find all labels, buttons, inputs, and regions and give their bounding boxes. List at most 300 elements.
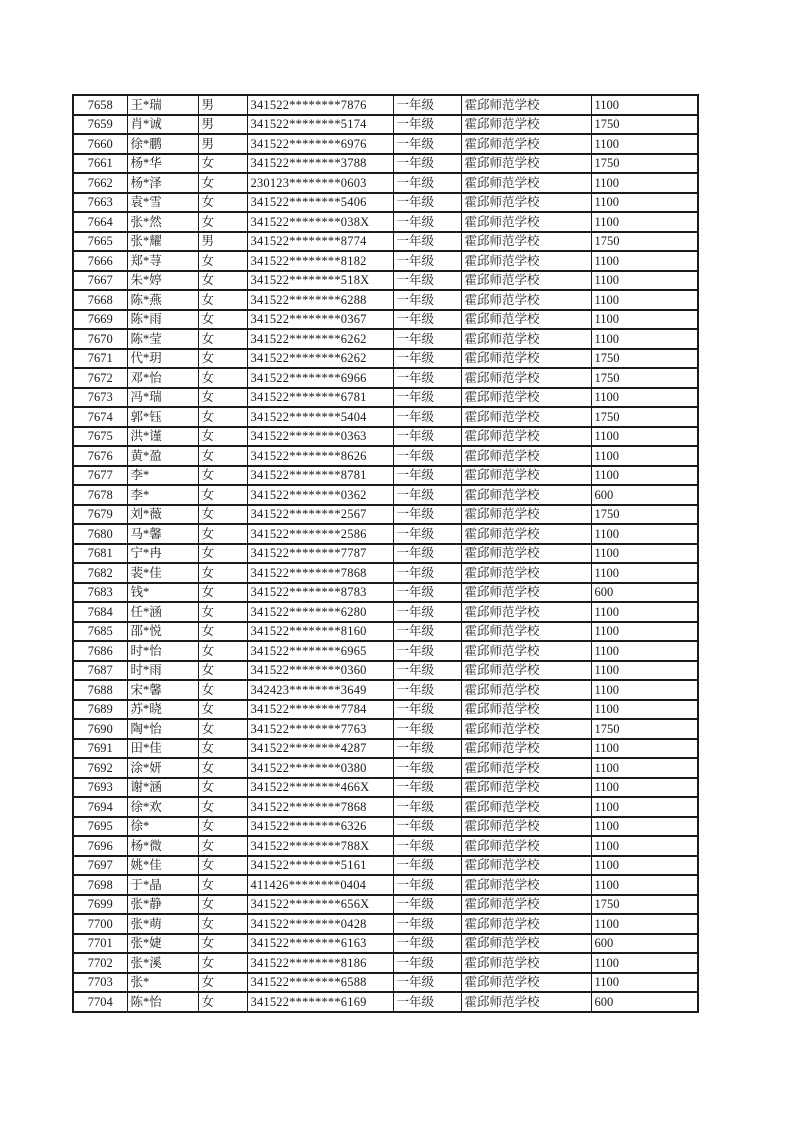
table-row xyxy=(73,544,698,564)
table-cell: 7679 xyxy=(73,505,127,525)
table-cell: 1100 xyxy=(591,875,698,895)
table-cell: 代*玥 xyxy=(127,349,198,369)
table-cell: 郭*钰 xyxy=(127,407,198,427)
table-cell: 杨*微 xyxy=(127,836,198,856)
table-cell: 1100 xyxy=(591,973,698,993)
table-cell: 霍邱师范学校 xyxy=(461,505,591,525)
table-cell: 一年级 xyxy=(393,173,461,193)
table-cell: 1100 xyxy=(591,173,698,193)
table-cell: 7693 xyxy=(73,778,127,798)
table-cell: 1750 xyxy=(591,505,698,525)
table-cell: 7681 xyxy=(73,544,127,564)
table-cell: 7671 xyxy=(73,349,127,369)
table-cell: 341522********2567 xyxy=(247,505,393,525)
table-row xyxy=(73,758,698,778)
table-cell: 女 xyxy=(198,739,247,759)
table-cell: 杨*华 xyxy=(127,154,198,174)
table-row xyxy=(73,778,698,798)
table-cell: 341522********2586 xyxy=(247,524,393,544)
table-cell: 霍邱师范学校 xyxy=(461,193,591,213)
table-cell: 霍邱师范学校 xyxy=(461,680,591,700)
table-cell: 一年级 xyxy=(393,797,461,817)
table-cell: 1100 xyxy=(591,817,698,837)
table-cell: 341522********7876 xyxy=(247,95,393,115)
table-cell: 霍邱师范学校 xyxy=(461,212,591,232)
table-cell: 女 xyxy=(198,349,247,369)
table-cell: 一年级 xyxy=(393,934,461,954)
table-row xyxy=(73,797,698,817)
table-cell: 男 xyxy=(198,134,247,154)
table-cell: 一年级 xyxy=(393,778,461,798)
table-cell: 1100 xyxy=(591,797,698,817)
table-cell: 霍邱师范学校 xyxy=(461,856,591,876)
table-cell: 女 xyxy=(198,173,247,193)
table-cell: 1100 xyxy=(591,758,698,778)
table-cell: 1100 xyxy=(591,212,698,232)
table-cell: 一年级 xyxy=(393,602,461,622)
table-cell: 一年级 xyxy=(393,212,461,232)
table-cell: 女 xyxy=(198,154,247,174)
table-cell: 341522********0367 xyxy=(247,310,393,330)
table-cell: 一年级 xyxy=(393,505,461,525)
table-row xyxy=(73,719,698,739)
table-cell: 7701 xyxy=(73,934,127,954)
table-cell: 1100 xyxy=(591,290,698,310)
table-cell: 霍邱师范学校 xyxy=(461,485,591,505)
table-row xyxy=(73,232,698,252)
table-cell: 李* xyxy=(127,466,198,486)
table-cell: 一年级 xyxy=(393,271,461,291)
table-cell: 7669 xyxy=(73,310,127,330)
table-cell: 女 xyxy=(198,563,247,583)
table-cell: 霍邱师范学校 xyxy=(461,544,591,564)
table-cell: 一年级 xyxy=(393,485,461,505)
table-cell: 7684 xyxy=(73,602,127,622)
table-cell: 霍邱师范学校 xyxy=(461,232,591,252)
table-cell: 7665 xyxy=(73,232,127,252)
table-cell: 341522********518X xyxy=(247,271,393,291)
table-cell: 杨*泽 xyxy=(127,173,198,193)
table-cell: 7703 xyxy=(73,973,127,993)
table-cell: 女 xyxy=(198,583,247,603)
table-row xyxy=(73,836,698,856)
table-row xyxy=(73,388,698,408)
table-cell: 1750 xyxy=(591,154,698,174)
table-cell: 霍邱师范学校 xyxy=(461,602,591,622)
table-cell: 女 xyxy=(198,661,247,681)
table-cell: 7686 xyxy=(73,641,127,661)
table-cell: 7685 xyxy=(73,622,127,642)
table-cell: 1100 xyxy=(591,700,698,720)
table-cell: 341522********656X xyxy=(247,895,393,915)
table-cell: 1100 xyxy=(591,739,698,759)
table-cell: 341522********466X xyxy=(247,778,393,798)
table-cell: 霍邱师范学校 xyxy=(461,154,591,174)
table-cell: 女 xyxy=(198,368,247,388)
table-cell: 霍邱师范学校 xyxy=(461,446,591,466)
table-cell: 7683 xyxy=(73,583,127,603)
table-cell: 女 xyxy=(198,466,247,486)
table-cell: 霍邱师范学校 xyxy=(461,388,591,408)
table-cell: 女 xyxy=(198,310,247,330)
table-cell: 陈*雨 xyxy=(127,310,198,330)
table-cell: 一年级 xyxy=(393,134,461,154)
table-row xyxy=(73,700,698,720)
table-cell: 341522********6288 xyxy=(247,290,393,310)
table-row xyxy=(73,212,698,232)
table-cell: 341522********6326 xyxy=(247,817,393,837)
table-cell: 一年级 xyxy=(393,992,461,1012)
table-cell: 袁*雪 xyxy=(127,193,198,213)
table-row xyxy=(73,661,698,681)
table-cell: 一年级 xyxy=(393,466,461,486)
table-cell: 时*雨 xyxy=(127,661,198,681)
table-cell: 341522********6169 xyxy=(247,992,393,1012)
table-cell: 霍邱师范学校 xyxy=(461,992,591,1012)
table-cell: 341522********6976 xyxy=(247,134,393,154)
table-cell: 霍邱师范学校 xyxy=(461,115,591,135)
table-cell: 陈*燕 xyxy=(127,290,198,310)
table-cell: 341522********8781 xyxy=(247,466,393,486)
table-cell: 600 xyxy=(591,992,698,1012)
table-cell: 女 xyxy=(198,836,247,856)
table-cell: 女 xyxy=(198,700,247,720)
table-cell: 1100 xyxy=(591,641,698,661)
table-cell: 一年级 xyxy=(393,329,461,349)
table-cell: 邓*怡 xyxy=(127,368,198,388)
table-cell: 霍邱师范学校 xyxy=(461,778,591,798)
table-cell: 张*萌 xyxy=(127,914,198,934)
table-cell: 张*耀 xyxy=(127,232,198,252)
table-cell: 341522********6163 xyxy=(247,934,393,954)
table-cell: 于*晶 xyxy=(127,875,198,895)
table-cell: 7697 xyxy=(73,856,127,876)
table-cell: 341522********7868 xyxy=(247,797,393,817)
table-cell: 一年级 xyxy=(393,193,461,213)
table-cell: 霍邱师范学校 xyxy=(461,427,591,447)
table-cell: 7670 xyxy=(73,329,127,349)
table-cell: 341522********7868 xyxy=(247,563,393,583)
table-cell: 一年级 xyxy=(393,719,461,739)
table-cell: 1100 xyxy=(591,310,698,330)
table-row xyxy=(73,115,698,135)
table-cell: 7687 xyxy=(73,661,127,681)
table-cell: 霍邱师范学校 xyxy=(461,290,591,310)
table-cell: 341522********5404 xyxy=(247,407,393,427)
table-cell: 7704 xyxy=(73,992,127,1012)
table-cell: 邵*悦 xyxy=(127,622,198,642)
table-row xyxy=(73,602,698,622)
table-cell: 一年级 xyxy=(393,368,461,388)
table-cell: 一年级 xyxy=(393,388,461,408)
table-cell: 1100 xyxy=(591,524,698,544)
table-cell: 一年级 xyxy=(393,427,461,447)
table-cell: 1100 xyxy=(591,466,698,486)
table-cell: 341522********038X xyxy=(247,212,393,232)
table-cell: 一年级 xyxy=(393,583,461,603)
table-cell: 一年级 xyxy=(393,290,461,310)
table-row xyxy=(73,310,698,330)
table-cell: 1100 xyxy=(591,95,698,115)
table-cell: 霍邱师范学校 xyxy=(461,914,591,934)
table-cell: 霍邱师范学校 xyxy=(461,817,591,837)
table-cell: 一年级 xyxy=(393,446,461,466)
table-row xyxy=(73,739,698,759)
table-cell: 张* xyxy=(127,973,198,993)
table-cell: 女 xyxy=(198,778,247,798)
table-cell: 女 xyxy=(198,895,247,915)
table-cell: 7659 xyxy=(73,115,127,135)
table-cell: 霍邱师范学校 xyxy=(461,271,591,291)
table-cell: 600 xyxy=(591,934,698,954)
table-cell: 7677 xyxy=(73,466,127,486)
table-row xyxy=(73,173,698,193)
table-cell: 一年级 xyxy=(393,524,461,544)
table-cell: 1100 xyxy=(591,953,698,973)
table-row xyxy=(73,641,698,661)
table-cell: 7675 xyxy=(73,427,127,447)
table-row xyxy=(73,134,698,154)
table-cell: 张*然 xyxy=(127,212,198,232)
table-cell: 7682 xyxy=(73,563,127,583)
table-cell: 霍邱师范学校 xyxy=(461,310,591,330)
table-cell: 冯*瑞 xyxy=(127,388,198,408)
table-cell: 7676 xyxy=(73,446,127,466)
table-cell: 341522********6781 xyxy=(247,388,393,408)
table-row xyxy=(73,973,698,993)
table-cell: 王*瑞 xyxy=(127,95,198,115)
table-cell: 霍邱师范学校 xyxy=(461,739,591,759)
table-cell: 霍邱师范学校 xyxy=(461,953,591,973)
table-row xyxy=(73,622,698,642)
table-cell: 女 xyxy=(198,388,247,408)
table-cell: 女 xyxy=(198,602,247,622)
table-row xyxy=(73,914,698,934)
table-cell: 女 xyxy=(198,797,247,817)
table-cell: 肖*诚 xyxy=(127,115,198,135)
table-row xyxy=(73,895,698,915)
table-cell: 陈*莹 xyxy=(127,329,198,349)
table-cell: 341522********0363 xyxy=(247,427,393,447)
table-cell: 230123********0603 xyxy=(247,173,393,193)
table-cell: 7667 xyxy=(73,271,127,291)
table-cell: 张*婕 xyxy=(127,934,198,954)
table-cell: 黄*盈 xyxy=(127,446,198,466)
table-cell: 341522********7787 xyxy=(247,544,393,564)
table-cell: 女 xyxy=(198,407,247,427)
table-cell: 一年级 xyxy=(393,232,461,252)
table-cell: 600 xyxy=(591,485,698,505)
table-cell: 田*佳 xyxy=(127,739,198,759)
table-cell: 霍邱师范学校 xyxy=(461,407,591,427)
table-cell: 女 xyxy=(198,271,247,291)
table-cell: 411426********0404 xyxy=(247,875,393,895)
table-row xyxy=(73,193,698,213)
table-row xyxy=(73,934,698,954)
table-cell: 1100 xyxy=(591,134,698,154)
table-cell: 1100 xyxy=(591,427,698,447)
table-cell: 女 xyxy=(198,914,247,934)
table-cell: 女 xyxy=(198,992,247,1012)
table-cell: 341522********5174 xyxy=(247,115,393,135)
table-cell: 霍邱师范学校 xyxy=(461,466,591,486)
table-cell: 341522********0360 xyxy=(247,661,393,681)
table-cell: 一年级 xyxy=(393,115,461,135)
table-cell: 341522********6966 xyxy=(247,368,393,388)
table-cell: 1100 xyxy=(591,836,698,856)
table-row xyxy=(73,368,698,388)
table-cell: 霍邱师范学校 xyxy=(461,349,591,369)
table-row xyxy=(73,427,698,447)
table-cell: 姚*佳 xyxy=(127,856,198,876)
table-cell: 341522********788X xyxy=(247,836,393,856)
table-cell: 1750 xyxy=(591,407,698,427)
table-cell: 一年级 xyxy=(393,251,461,271)
table-cell: 1100 xyxy=(591,622,698,642)
table-row xyxy=(73,329,698,349)
table-cell: 1100 xyxy=(591,193,698,213)
table-cell: 涂*妍 xyxy=(127,758,198,778)
table-cell: 341522********5406 xyxy=(247,193,393,213)
roster-body xyxy=(73,95,698,1012)
table-cell: 一年级 xyxy=(393,973,461,993)
table-cell: 341522********8186 xyxy=(247,953,393,973)
table-cell: 女 xyxy=(198,544,247,564)
table-cell: 一年级 xyxy=(393,739,461,759)
table-cell: 一年级 xyxy=(393,836,461,856)
table-cell: 一年级 xyxy=(393,641,461,661)
table-cell: 341522********8182 xyxy=(247,251,393,271)
table-cell: 陶*怡 xyxy=(127,719,198,739)
table-row xyxy=(73,154,698,174)
table-cell: 一年级 xyxy=(393,856,461,876)
table-cell: 霍邱师范学校 xyxy=(461,641,591,661)
table-cell: 霍邱师范学校 xyxy=(461,934,591,954)
table-cell: 1100 xyxy=(591,914,698,934)
table-cell: 陈*怡 xyxy=(127,992,198,1012)
table-cell: 1750 xyxy=(591,232,698,252)
table-cell: 谢*涵 xyxy=(127,778,198,798)
table-cell: 霍邱师范学校 xyxy=(461,251,591,271)
table-cell: 霍邱师范学校 xyxy=(461,563,591,583)
table-cell: 1100 xyxy=(591,329,698,349)
table-cell: 1100 xyxy=(591,388,698,408)
table-cell: 341522********8160 xyxy=(247,622,393,642)
table-cell: 7688 xyxy=(73,680,127,700)
table-cell: 女 xyxy=(198,329,247,349)
table-cell: 郑*荨 xyxy=(127,251,198,271)
table-cell: 一年级 xyxy=(393,700,461,720)
table-cell: 7694 xyxy=(73,797,127,817)
table-cell: 霍邱师范学校 xyxy=(461,524,591,544)
table-row xyxy=(73,563,698,583)
table-cell: 341522********4287 xyxy=(247,739,393,759)
table-cell: 1750 xyxy=(591,368,698,388)
table-cell: 1100 xyxy=(591,271,698,291)
table-cell: 341522********8774 xyxy=(247,232,393,252)
table-cell: 7658 xyxy=(73,95,127,115)
table-cell: 7692 xyxy=(73,758,127,778)
table-row xyxy=(73,271,698,291)
table-cell: 341522********0362 xyxy=(247,485,393,505)
table-cell: 徐*欢 xyxy=(127,797,198,817)
table-cell: 7702 xyxy=(73,953,127,973)
table-cell: 一年级 xyxy=(393,817,461,837)
student-roster-table xyxy=(72,94,699,1013)
table-cell: 女 xyxy=(198,427,247,447)
table-cell: 女 xyxy=(198,934,247,954)
table-cell: 刘*薇 xyxy=(127,505,198,525)
table-cell: 时*怡 xyxy=(127,641,198,661)
table-cell: 男 xyxy=(198,232,247,252)
table-cell: 张*溪 xyxy=(127,953,198,973)
table-cell: 7695 xyxy=(73,817,127,837)
table-cell: 女 xyxy=(198,193,247,213)
table-cell: 7661 xyxy=(73,154,127,174)
table-cell: 一年级 xyxy=(393,407,461,427)
table-row xyxy=(73,349,698,369)
table-cell: 一年级 xyxy=(393,914,461,934)
table-cell: 1100 xyxy=(591,544,698,564)
table-row xyxy=(73,817,698,837)
table-cell: 1100 xyxy=(591,856,698,876)
table-cell: 霍邱师范学校 xyxy=(461,329,591,349)
table-cell: 1100 xyxy=(591,446,698,466)
table-row xyxy=(73,505,698,525)
table-cell: 女 xyxy=(198,251,247,271)
table-cell: 霍邱师范学校 xyxy=(461,895,591,915)
table-cell: 341522********6280 xyxy=(247,602,393,622)
table-cell: 341522********6965 xyxy=(247,641,393,661)
table-cell: 任*涵 xyxy=(127,602,198,622)
table-cell: 7674 xyxy=(73,407,127,427)
table-cell: 霍邱师范学校 xyxy=(461,173,591,193)
table-row xyxy=(73,856,698,876)
table-cell: 马*馨 xyxy=(127,524,198,544)
table-cell: 7663 xyxy=(73,193,127,213)
table-row xyxy=(73,466,698,486)
table-cell: 1100 xyxy=(591,251,698,271)
table-cell: 7662 xyxy=(73,173,127,193)
table-cell: 7680 xyxy=(73,524,127,544)
table-cell: 女 xyxy=(198,212,247,232)
table-cell: 霍邱师范学校 xyxy=(461,973,591,993)
table-cell: 341522********3788 xyxy=(247,154,393,174)
table-cell: 7664 xyxy=(73,212,127,232)
table-cell: 钱* xyxy=(127,583,198,603)
table-cell: 342423********3649 xyxy=(247,680,393,700)
table-cell: 男 xyxy=(198,115,247,135)
table-cell: 7689 xyxy=(73,700,127,720)
table-cell: 洪*谨 xyxy=(127,427,198,447)
table-cell: 女 xyxy=(198,719,247,739)
table-cell: 霍邱师范学校 xyxy=(461,875,591,895)
table-cell: 7666 xyxy=(73,251,127,271)
table-cell: 341522********7763 xyxy=(247,719,393,739)
table-cell: 7690 xyxy=(73,719,127,739)
table-cell: 女 xyxy=(198,856,247,876)
table-cell: 1100 xyxy=(591,602,698,622)
table-cell: 霍邱师范学校 xyxy=(461,583,591,603)
table-cell: 霍邱师范学校 xyxy=(461,797,591,817)
table-row xyxy=(73,524,698,544)
table-cell: 裴*佳 xyxy=(127,563,198,583)
table-cell: 女 xyxy=(198,953,247,973)
table-cell: 1100 xyxy=(591,778,698,798)
table-cell: 600 xyxy=(591,583,698,603)
table-cell: 1750 xyxy=(591,719,698,739)
table-cell: 7698 xyxy=(73,875,127,895)
